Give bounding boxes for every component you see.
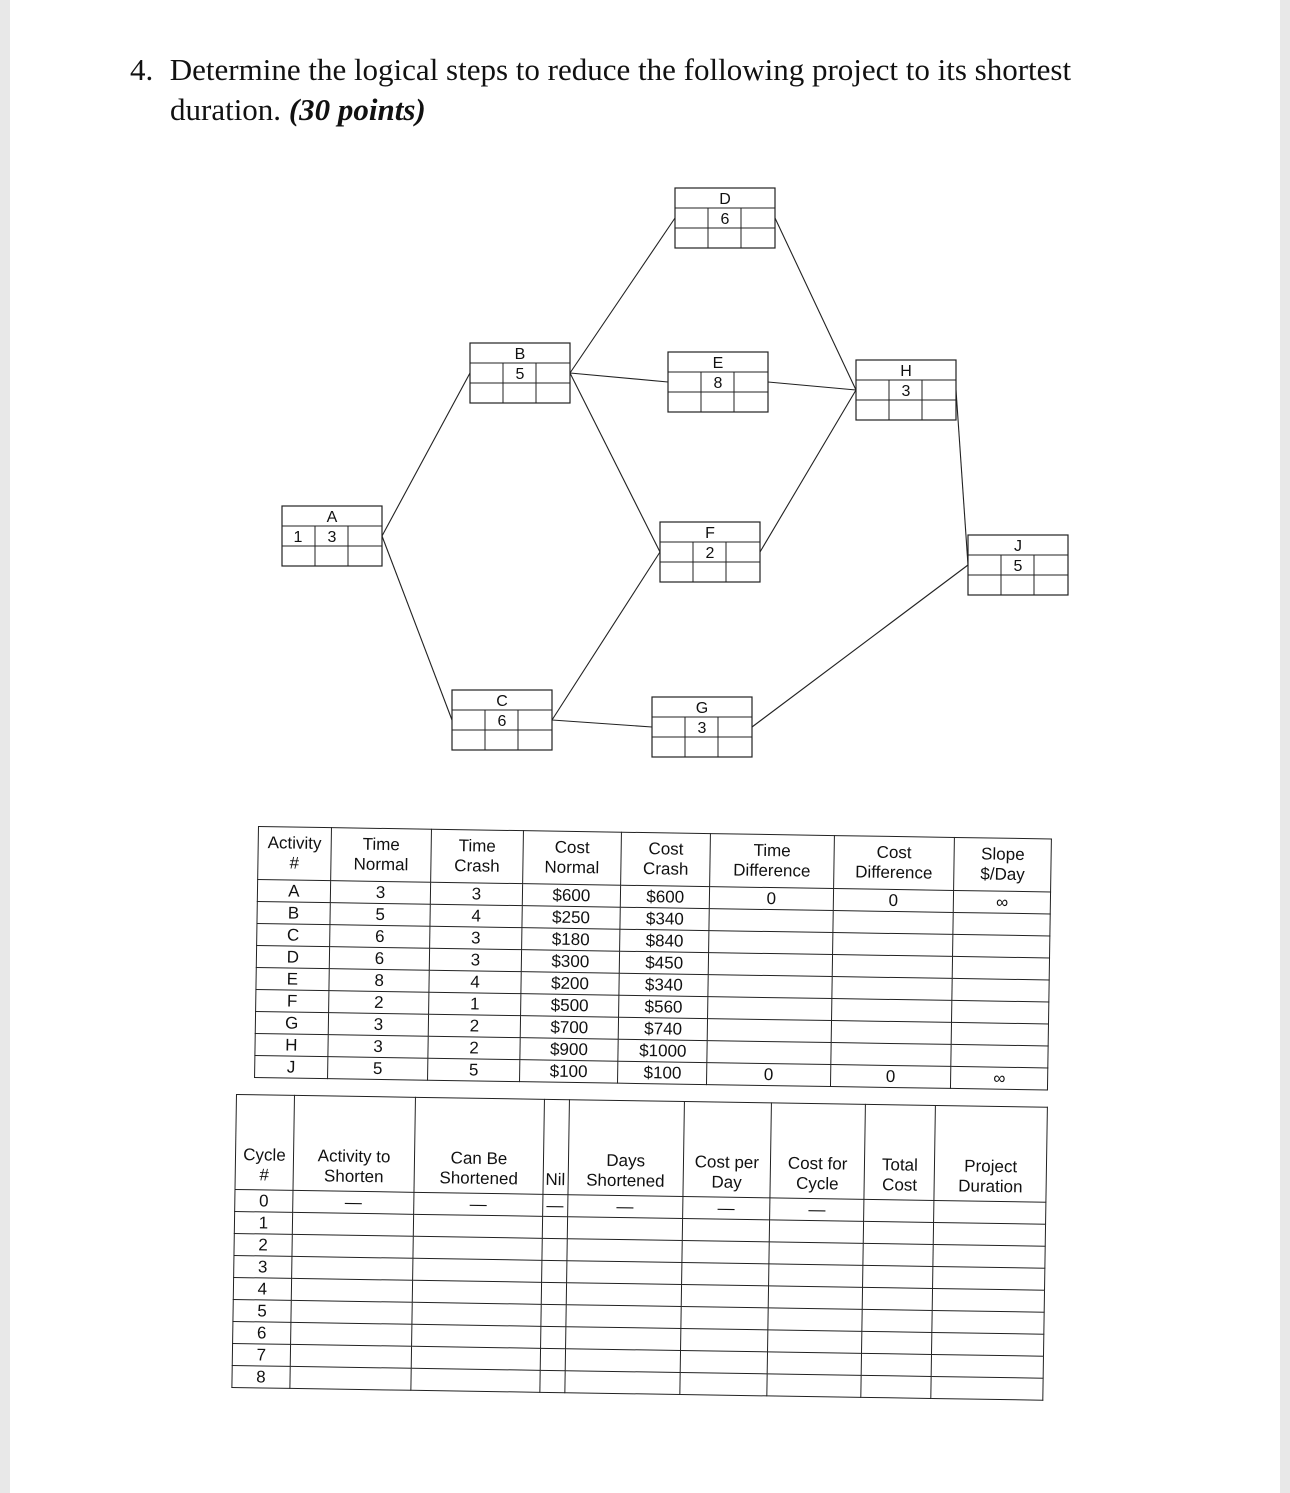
table-cell (680, 1329, 767, 1352)
activity-node-a (282, 506, 382, 566)
table-cell (540, 1326, 565, 1348)
table-cell: $200 (521, 972, 620, 996)
table-cell: 3 (328, 1013, 429, 1037)
activity-duration: 5 (515, 366, 525, 383)
table-cell: 3 (430, 926, 522, 949)
table-cell (932, 1354, 1044, 1378)
table-cell (953, 956, 1050, 980)
table-cell: ∞ (954, 890, 1051, 914)
table-cell (566, 1261, 682, 1285)
table-cell: 0 (830, 1065, 951, 1089)
crash-table (254, 826, 1052, 1090)
table-cell: — (769, 1198, 864, 1221)
activity-label: D (719, 191, 731, 208)
table-cell: 4 (429, 970, 521, 993)
table-cell (708, 997, 831, 1021)
dependency-line-d-h (775, 218, 856, 390)
network-nodes (282, 188, 1068, 757)
activity-node-d (675, 188, 775, 248)
table-cell (767, 1352, 862, 1375)
activity-label: C (496, 693, 508, 710)
table-cell: 4 (233, 1277, 291, 1300)
table-cell (767, 1330, 862, 1353)
table-cell (290, 1344, 412, 1368)
table-cell (709, 931, 832, 955)
table-cell (682, 1219, 769, 1242)
activity-node-c (452, 690, 552, 750)
table-cell (565, 1349, 681, 1373)
table-cell (862, 1353, 932, 1376)
table-cell (681, 1307, 768, 1330)
table-cell: G (255, 1011, 328, 1034)
activity-label: B (514, 346, 526, 363)
crash-table-column-header: Cost Crash (621, 832, 711, 886)
activity-duration: 3 (327, 529, 337, 546)
table-cell (952, 1000, 1049, 1024)
table-cell (830, 1043, 951, 1067)
table-cell: — (414, 1192, 543, 1216)
table-cell: — (682, 1197, 769, 1220)
table-cell (292, 1256, 414, 1280)
table-cell: 2 (234, 1233, 292, 1256)
table-cell (413, 1236, 542, 1260)
table-cell (768, 1308, 863, 1331)
table-cell (290, 1322, 412, 1346)
table-cell (540, 1348, 565, 1370)
cycle-table-column-header: Can Be Shortened (414, 1097, 544, 1194)
table-cell: $840 (620, 929, 710, 952)
question-prompt: Determine the logical steps to reduce the following project to its shortest (169, 52, 1072, 87)
table-cell: $300 (521, 950, 620, 974)
table-cell (414, 1214, 543, 1238)
table-cell: 3 (328, 1035, 429, 1059)
table-cell: H (255, 1033, 328, 1056)
table-cell: 4 (430, 904, 522, 927)
crash-table-column-header: Slope $/Day (954, 837, 1051, 892)
table-cell: 6 (329, 925, 430, 949)
crash-table-column-header: Time Difference (710, 834, 834, 889)
dependency-line-a-c (382, 536, 452, 720)
table-cell (292, 1234, 414, 1258)
activity-node-j (968, 535, 1068, 595)
cycle-table-column-header: Total Cost (864, 1104, 935, 1200)
table-cell (863, 1243, 933, 1266)
table-cell (863, 1265, 933, 1288)
dependency-line-a-b (382, 373, 470, 536)
table-cell (565, 1327, 681, 1351)
table-cell (831, 1021, 952, 1045)
activity-node-b (470, 343, 570, 403)
crash-table-column-header: Time Crash (431, 829, 523, 883)
table-cell (864, 1221, 934, 1244)
table-cell (934, 1222, 1046, 1246)
dependency-line-h-j (956, 390, 968, 565)
table-cell: 5 (330, 903, 431, 927)
table-cell (680, 1373, 767, 1396)
table-cell (681, 1263, 768, 1286)
cycle-table-column-header: Cost for Cycle (770, 1103, 866, 1199)
dependency-line-b-e (570, 373, 668, 382)
table-cell (933, 1266, 1045, 1290)
activity-label: H (900, 363, 912, 380)
table-cell (567, 1217, 683, 1241)
table-cell: F (256, 989, 329, 1012)
table-cell: — (542, 1194, 567, 1216)
cycle-table-column-header: Project Duration (934, 1105, 1047, 1202)
cycle-table-header (235, 1095, 1047, 1203)
table-cell (680, 1351, 767, 1374)
table-cell: — (567, 1195, 683, 1219)
table-cell: C (257, 923, 330, 946)
table-cell (566, 1283, 682, 1307)
activity-duration: 6 (497, 713, 507, 730)
cycle-table-column-header: Nil (543, 1099, 569, 1194)
table-cell (832, 933, 953, 957)
table-cell (707, 1041, 830, 1065)
crash-table-body (255, 880, 1051, 1090)
table-cell: $180 (521, 928, 620, 952)
activity-duration: 5 (1013, 558, 1023, 575)
table-cell: 8 (329, 969, 430, 993)
activity-label: J (1014, 538, 1022, 555)
table-cell (565, 1305, 681, 1329)
table-cell: 8 (232, 1365, 290, 1388)
table-cell (767, 1374, 862, 1397)
table-cell (682, 1241, 769, 1264)
activity-node-f (660, 522, 760, 582)
table-cell: 6 (233, 1321, 291, 1344)
dependency-line-f-h (760, 390, 856, 552)
table-cell (412, 1324, 541, 1348)
table-cell: E (256, 967, 329, 990)
activity-node-h (856, 360, 956, 420)
table-cell (933, 1244, 1045, 1268)
table-cell: $560 (619, 995, 709, 1018)
table-cell: D (256, 945, 329, 968)
table-cell (952, 1022, 1049, 1046)
table-cell: $100 (618, 1061, 708, 1084)
cycle-table-body (232, 1189, 1046, 1400)
table-cell (412, 1280, 541, 1304)
table-cell (564, 1371, 680, 1395)
activity-label: G (695, 700, 709, 717)
network-edges (382, 218, 968, 727)
table-cell (831, 999, 952, 1023)
table-cell (768, 1286, 863, 1309)
table-cell (709, 909, 832, 933)
activity-duration: 8 (713, 375, 723, 392)
table-cell (708, 1019, 831, 1043)
table-cell (768, 1264, 863, 1287)
table-cell (862, 1309, 932, 1332)
table-cell (541, 1260, 566, 1282)
table-cell: 3 (330, 881, 431, 905)
table-cell: $1000 (618, 1039, 708, 1062)
dependency-line-g-j (752, 565, 968, 727)
table-cell: 5 (428, 1058, 520, 1081)
table-cell: $600 (621, 885, 711, 908)
table-cell: 6 (329, 947, 430, 971)
table-cell: 5 (327, 1057, 428, 1081)
crash-table-column-header: Time Normal (330, 828, 432, 883)
table-cell (292, 1212, 414, 1236)
table-cell (290, 1366, 412, 1390)
table-cell: 3 (430, 948, 522, 971)
activity-duration: 3 (697, 720, 707, 737)
dependency-line-e-h (768, 382, 856, 390)
table-cell (412, 1302, 541, 1326)
table-cell (863, 1287, 933, 1310)
table-cell (291, 1278, 413, 1302)
cycle-table-column-header: Activity to Shorten (293, 1095, 416, 1192)
table-cell: A (257, 880, 330, 903)
question-number: 4. (130, 52, 154, 87)
activity-node-g (652, 697, 752, 757)
table-cell (708, 975, 831, 999)
table-cell: 0 (833, 889, 954, 913)
table-cell: 2 (428, 1036, 520, 1059)
table-cell (411, 1368, 540, 1392)
table-cell: 3 (431, 882, 523, 905)
table-cell: $340 (619, 973, 709, 996)
table-cell: $450 (619, 951, 709, 974)
table-cell (542, 1238, 567, 1260)
crash-table-column-header: Activity # (258, 827, 332, 881)
table-cell (831, 977, 952, 1001)
activity-node-e (668, 352, 768, 412)
cycle-table-column-header: Cycle # (235, 1095, 294, 1191)
table-cell: 2 (429, 1014, 521, 1037)
table-cell (932, 1310, 1044, 1334)
table-cell (769, 1242, 864, 1265)
table-cell: 1 (234, 1211, 292, 1234)
table-cell (832, 955, 953, 979)
table-cell (953, 934, 1050, 958)
table-cell (541, 1304, 566, 1326)
activity-label: A (326, 509, 338, 526)
table-cell: 1 (429, 992, 521, 1015)
activity-duration: 6 (720, 211, 730, 228)
table-cell (864, 1199, 934, 1222)
table-cell: 0 (235, 1189, 293, 1212)
table-cell: $600 (522, 884, 621, 908)
cycle-table-column-header: Days Shortened (568, 1100, 685, 1197)
activity-duration: 2 (705, 545, 715, 562)
table-cell (769, 1220, 864, 1243)
question-points: (30 points) (288, 92, 426, 127)
dependency-line-b-f (570, 373, 660, 552)
table-cell: 0 (710, 887, 833, 911)
table-cell (932, 1332, 1044, 1356)
table-cell: B (257, 901, 330, 924)
table-cell: $740 (618, 1017, 708, 1040)
crash-table-column-header: Cost Difference (833, 836, 955, 891)
activity-start: 1 (293, 529, 303, 546)
table-cell: $700 (520, 1016, 619, 1040)
table-cell (861, 1375, 931, 1398)
table-cell (933, 1288, 1045, 1312)
dependency-line-c-g (552, 720, 652, 727)
table-cell: ∞ (951, 1066, 1048, 1090)
table-cell (931, 1376, 1043, 1400)
table-cell (951, 1044, 1048, 1068)
question-prompt-end: duration. (170, 92, 282, 127)
dependency-line-c-f (552, 552, 660, 720)
table-cell (411, 1346, 540, 1370)
table-cell (953, 912, 1050, 936)
table-cell: $500 (520, 994, 619, 1018)
table-cell: J (255, 1055, 328, 1078)
table-cell (291, 1300, 413, 1324)
table-cell: 0 (707, 1063, 830, 1087)
table-cell (862, 1331, 932, 1354)
table-cell: $340 (620, 907, 710, 930)
table-cell: 7 (232, 1343, 290, 1366)
cycle-table-column-header: Cost per Day (683, 1102, 772, 1198)
table-cell: $900 (520, 1038, 619, 1062)
table-cell: — (293, 1190, 415, 1214)
table-cell (541, 1282, 566, 1304)
crash-table-column-header: Cost Normal (522, 831, 621, 886)
activity-label: F (705, 525, 715, 542)
activity-label: E (712, 355, 724, 372)
table-cell (542, 1216, 567, 1238)
table-cell (681, 1285, 768, 1308)
table-cell (566, 1239, 682, 1263)
table-cell: 3 (234, 1255, 292, 1278)
table-cell (832, 911, 953, 935)
cycle-table (231, 1094, 1048, 1401)
table-cell: 2 (328, 991, 429, 1015)
dependency-line-b-d (570, 218, 675, 373)
table-cell: $100 (519, 1060, 618, 1084)
table-cell (934, 1200, 1046, 1224)
table-cell (413, 1258, 542, 1282)
activity-duration: 3 (901, 383, 911, 400)
table-cell (540, 1370, 565, 1392)
table-cell: 5 (233, 1299, 291, 1322)
table-cell: $250 (522, 906, 621, 930)
table-cell (709, 953, 832, 977)
table-cell (952, 978, 1049, 1002)
